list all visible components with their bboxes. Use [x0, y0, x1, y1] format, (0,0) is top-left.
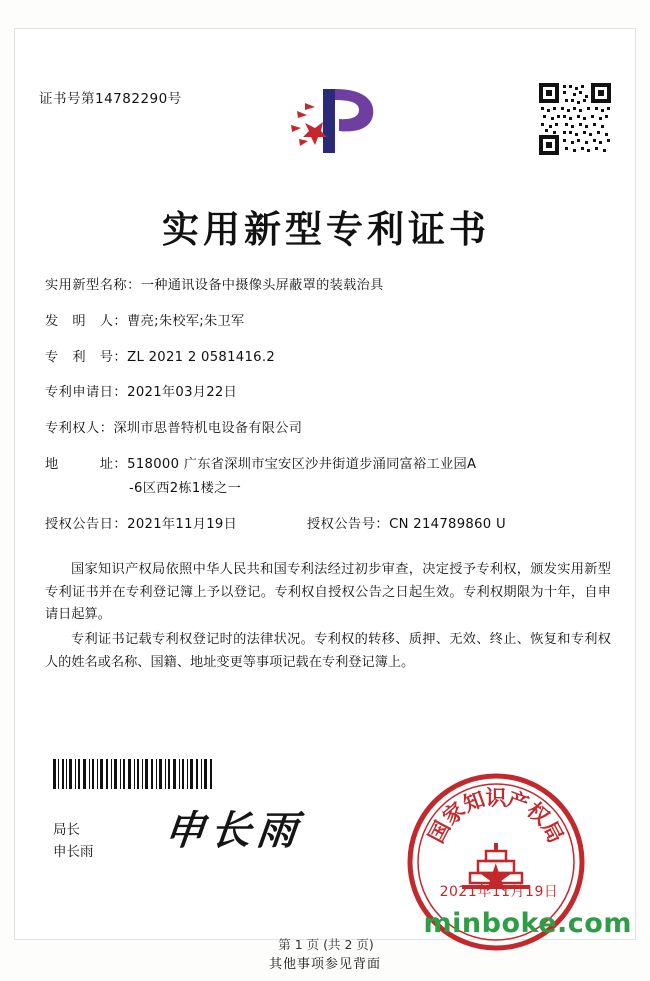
field-value: 2021年03月22日	[127, 385, 238, 401]
director-role-label: 局长	[53, 822, 80, 838]
field-row-address	[45, 456, 611, 474]
paragraph-1: 国家知识产权局依照中华人民共和国专利法经过初步审查，决定授予专利权，颁发实用新型专利证书并在专利登记簿上予以登记。专利权自授权公告之日起生效。专利权期限为十年，自申请日起算。	[45, 562, 611, 623]
address-continuation: -6区西2栋1楼之一	[129, 480, 242, 496]
grant-date-label: 授权公告日：	[45, 516, 128, 532]
grant-number-label: 授权公告号：	[307, 516, 390, 532]
field-row-patentee	[45, 420, 611, 438]
field-label: 专利申请日：	[45, 385, 128, 401]
field-label: 发 明 人：	[45, 313, 128, 329]
field-label: 专 利 号：	[45, 349, 128, 365]
field-row-patent-number	[45, 349, 611, 367]
svg-text:产: 产	[503, 786, 533, 817]
field-label: 专利权人：	[45, 421, 114, 437]
director-name-label: 申长雨	[53, 844, 94, 861]
body-text	[45, 559, 611, 677]
field-value: 一种通讯设备中摄像头屏蔽罩的装载治具	[140, 278, 384, 293]
field-row-grant	[45, 516, 611, 534]
field-row-name	[45, 277, 611, 295]
svg-text:国: 国	[423, 816, 456, 847]
svg-text:知: 知	[459, 786, 489, 817]
certificate-number: 证书号第14782290号	[39, 91, 182, 107]
handwritten-signature: 申长雨	[162, 807, 306, 854]
svg-text:权: 权	[522, 796, 555, 830]
svg-text:识: 识	[485, 785, 507, 810]
field-value: 曹亮;朱校军;朱卫军	[127, 313, 245, 329]
field-row-application-date	[45, 384, 611, 402]
field-value: 深圳市思普特机电设备有限公司	[113, 421, 303, 437]
seal-date: 2021年11月19日	[439, 884, 559, 900]
paragraph-2: 专利证书记载专利权登记时的法律状况。专利权的转移、质押、无效、终止、恢复和专利权人的姓名或名称、国籍、地址变更等事项记载在专利登记簿上。	[45, 632, 611, 670]
grant-date-value: 2021年11月19日	[127, 516, 238, 532]
field-value: ZL 2021 2 0581416.2	[127, 349, 276, 365]
svg-text:局: 局	[536, 816, 569, 847]
barcode-icon	[53, 759, 213, 789]
field-list	[45, 277, 611, 552]
watermark-text: minboke.com	[423, 908, 632, 939]
page-indicator: 第 1 页 (共 2 页)	[278, 937, 374, 952]
field-label: 地 址：	[45, 457, 128, 473]
certificate-sheet	[14, 28, 636, 952]
bottom-note: 其他事项参见背面	[268, 957, 381, 972]
field-label: 实用新型名称：	[45, 278, 141, 293]
cnipa-logo-icon	[271, 81, 391, 161]
page-title: 实用新型专利证书	[162, 207, 490, 251]
signature-block	[53, 819, 94, 864]
grant-number-value: CN 214789860 U	[389, 516, 506, 532]
field-row-inventor	[45, 313, 611, 331]
qr-code-icon	[539, 83, 611, 155]
svg-text:家: 家	[437, 796, 470, 830]
field-value: 518000 广东省深圳市宝安区沙井街道步涌同富裕工业园A	[127, 457, 477, 473]
